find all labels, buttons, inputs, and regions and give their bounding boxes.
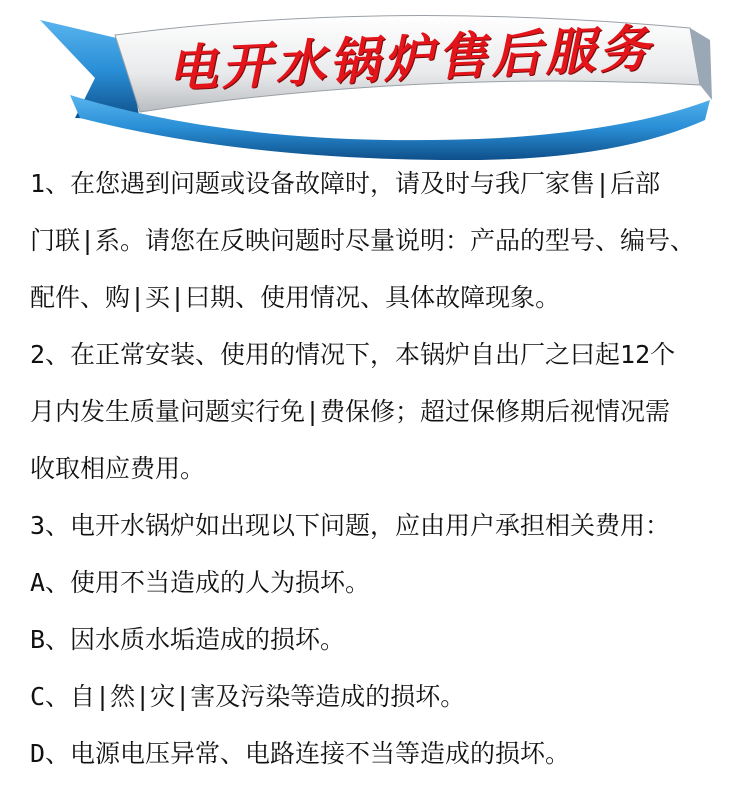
text-line: A、使用不当造成的人为损坏。 <box>30 568 371 597</box>
text-line: 配件、购|买|曰期、使用情况、具体故障现象。 <box>30 283 561 312</box>
text-line: B、因水质水垢造成的损坏。 <box>30 625 346 654</box>
text-line: 收取相应费用。 <box>30 454 206 483</box>
text-line: C、自|然|灾|害及污染等造成的损坏。 <box>30 682 466 711</box>
text-line: 门联|系。请您在反映问题时尽量说明：产品的型号、编号、 <box>30 226 696 255</box>
text-line: 3、电开水锅炉如出现以下问题，应由用户承担相关费用： <box>30 511 671 540</box>
banner-title: 电开水锅炉售后服务 <box>166 18 655 99</box>
text-line: 2、在正常安装、使用的情况下，本锅炉自出厂之曰起12个 <box>30 340 676 369</box>
text-line: D、电源电压异常、电路连接不当等造成的损坏。 <box>30 739 571 768</box>
text-line: 月内发生质量问题实行免|费保修；超过保修期后视情况需 <box>30 397 671 426</box>
text-line: 1、在您遇到问题或设备故障时，请及时与我厂家售|后部 <box>30 169 661 198</box>
service-terms <box>30 163 740 790</box>
